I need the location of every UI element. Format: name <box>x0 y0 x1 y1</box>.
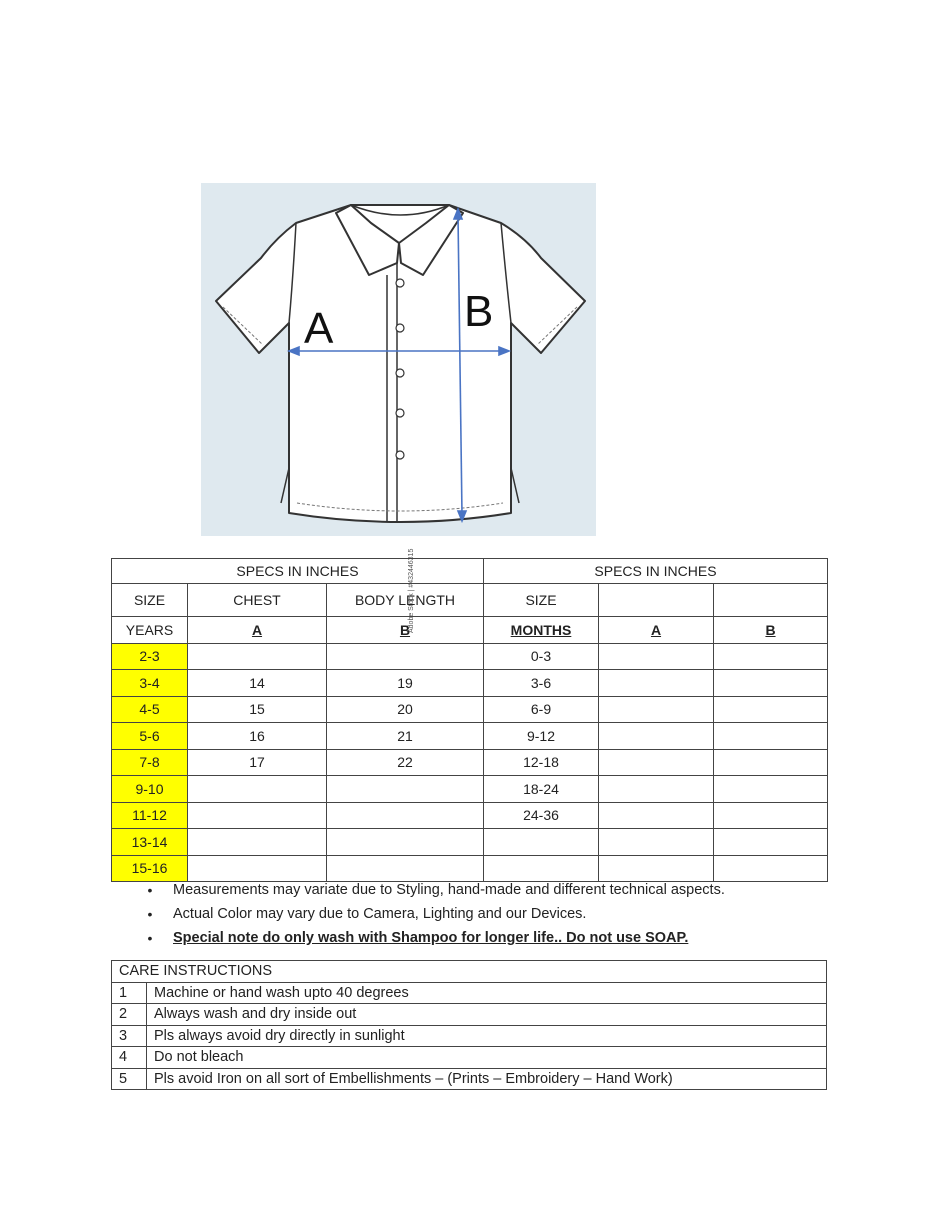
month-cell <box>484 829 599 856</box>
note-text: Special note do only wash with Shampoo for longer life.. Do not use SOAP. <box>173 930 689 946</box>
bullet-icon: • <box>147 906 153 922</box>
year-cell: 5-6 <box>112 723 188 750</box>
care-row <box>112 1047 827 1069</box>
chest-cell <box>188 643 327 670</box>
month-a-cell <box>599 670 714 697</box>
chest-cell: 15 <box>188 696 327 723</box>
table-row <box>112 802 828 829</box>
length-cell <box>327 776 484 803</box>
care-number: 3 <box>112 1025 147 1047</box>
bullet-icon: • <box>147 930 153 946</box>
note-item <box>145 904 865 928</box>
note-item <box>145 928 865 952</box>
month-a-cell <box>599 643 714 670</box>
chest-cell: 14 <box>188 670 327 697</box>
chest-cell <box>188 829 327 856</box>
length-cell: 19 <box>327 670 484 697</box>
month-b-cell <box>714 696 828 723</box>
month-b-cell <box>714 723 828 750</box>
stock-watermark: Adobe Stock | #432446315 <box>408 548 415 633</box>
month-a-cell <box>599 855 714 882</box>
note-text: Actual Color may vary due to Camera, Lighting and our Devices. <box>173 906 587 922</box>
length-cell: 21 <box>327 723 484 750</box>
month-cell: 3-6 <box>484 670 599 697</box>
year-cell: 4-5 <box>112 696 188 723</box>
right-specs-title: SPECS IN INCHES <box>484 559 828 584</box>
col-b-label: B <box>327 617 484 644</box>
note-text: Measurements may variate due to Styling, hand-made and different technical aspects. <box>173 882 725 898</box>
care-row <box>112 982 827 1004</box>
month-a-cell <box>599 802 714 829</box>
months-label: MONTHS <box>484 617 599 644</box>
years-label: YEARS <box>112 617 188 644</box>
label-b: B <box>464 287 494 336</box>
month-b-cell <box>714 749 828 776</box>
length-cell: 20 <box>327 696 484 723</box>
month-b-header <box>714 584 828 617</box>
year-cell: 9-10 <box>112 776 188 803</box>
month-size-header: SIZE <box>484 584 599 617</box>
label-a: A <box>304 304 334 353</box>
care-text: Always wash and dry inside out <box>147 1004 827 1026</box>
month-b-cell <box>714 776 828 803</box>
chest-cell <box>188 776 327 803</box>
length-cell <box>327 829 484 856</box>
table-row <box>112 723 828 750</box>
care-number: 4 <box>112 1047 147 1069</box>
care-text: Machine or hand wash upto 40 degrees <box>147 982 827 1004</box>
chest-cell <box>188 855 327 882</box>
size-header: SIZE <box>112 584 188 617</box>
care-text: Do not bleach <box>147 1047 827 1069</box>
month-b-cell <box>714 802 828 829</box>
year-cell: 3-4 <box>112 670 188 697</box>
month-b-cell <box>714 855 828 882</box>
year-cell: 2-3 <box>112 643 188 670</box>
table-row <box>112 776 828 803</box>
month-a-cell <box>599 749 714 776</box>
month-b-cell <box>714 670 828 697</box>
table-row <box>112 696 828 723</box>
length-cell <box>327 643 484 670</box>
left-specs-title: SPECS IN INCHES <box>112 559 484 584</box>
month-col-b-label: B <box>714 617 828 644</box>
care-instructions-table <box>111 960 827 1090</box>
month-cell <box>484 855 599 882</box>
bullet-icon: • <box>147 882 153 898</box>
size-spec-table <box>111 558 828 882</box>
table-row <box>112 643 828 670</box>
month-a-cell <box>599 723 714 750</box>
care-row <box>112 1025 827 1047</box>
month-a-cell <box>599 696 714 723</box>
care-text: Pls avoid Iron on all sort of Embellishments – (Prints – Embroidery – Hand Work) <box>147 1068 827 1090</box>
month-a-cell <box>599 829 714 856</box>
length-cell <box>327 802 484 829</box>
care-text: Pls always avoid dry directly in sunlight <box>147 1025 827 1047</box>
month-cell: 24-36 <box>484 802 599 829</box>
month-col-a-label: A <box>599 617 714 644</box>
shirt-drawing <box>201 183 596 536</box>
month-cell: 18-24 <box>484 776 599 803</box>
table-row <box>112 855 828 882</box>
month-cell: 9-12 <box>484 723 599 750</box>
year-cell: 11-12 <box>112 802 188 829</box>
table-row <box>112 829 828 856</box>
care-number: 2 <box>112 1004 147 1026</box>
chest-cell <box>188 802 327 829</box>
length-cell <box>327 855 484 882</box>
month-cell: 6-9 <box>484 696 599 723</box>
month-cell: 0-3 <box>484 643 599 670</box>
table-row <box>112 749 828 776</box>
care-row <box>112 1068 827 1090</box>
month-a-cell <box>599 776 714 803</box>
body-length-header: BODY LENGTH <box>327 584 484 617</box>
table-row <box>112 670 828 697</box>
chest-header: CHEST <box>188 584 327 617</box>
year-cell: 15-16 <box>112 855 188 882</box>
month-cell: 12-18 <box>484 749 599 776</box>
care-number: 5 <box>112 1068 147 1090</box>
year-cell: 13-14 <box>112 829 188 856</box>
care-row <box>112 1004 827 1026</box>
notes-list <box>145 880 865 952</box>
length-cell: 22 <box>327 749 484 776</box>
year-cell: 7-8 <box>112 749 188 776</box>
month-b-cell <box>714 643 828 670</box>
chest-cell: 17 <box>188 749 327 776</box>
care-title: CARE INSTRUCTIONS <box>112 961 827 983</box>
col-a-label: A <box>188 617 327 644</box>
care-number: 1 <box>112 982 147 1004</box>
chest-cell: 16 <box>188 723 327 750</box>
month-a-header <box>599 584 714 617</box>
note-item <box>145 880 865 904</box>
month-b-cell <box>714 829 828 856</box>
